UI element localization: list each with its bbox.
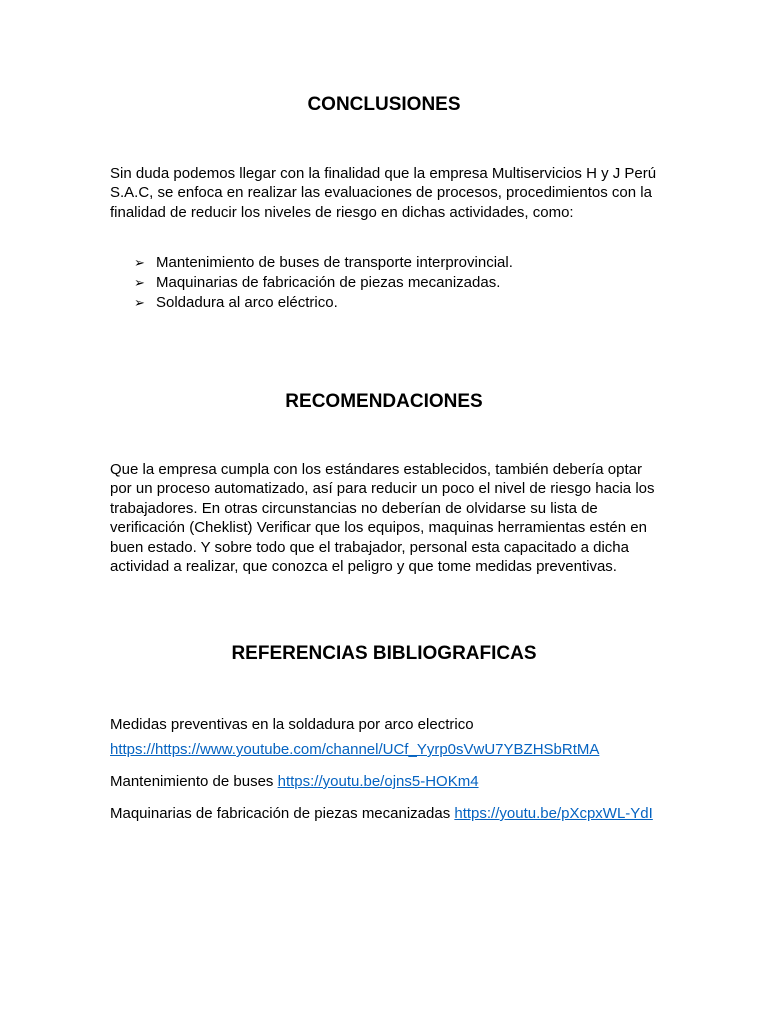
list-item-text: Maquinarias de fabricación de piezas mecanizadas. xyxy=(156,274,501,291)
reference-item xyxy=(110,772,662,791)
recomendaciones-paragraph: Que la empresa cumpla con los estándares establecidos, también debería optar por un proceso automatizado, así para reducir un poco el nivel de riesgo hacia los trabajadores. En otras circunstancias no deberían de olvidarse su lista de verificación (Cheklist) Verificar que los equipos, maquinas herramientas estén en buen estado. Y sobre todo que el trabajador, personal esta capacitado a dicha actividad a realizar, que conozca el peligro y que tome medidas preventivas. xyxy=(110,461,655,576)
list-item-text: Mantenimiento de buses de transporte interprovincial. xyxy=(156,254,513,271)
reference-link[interactable]: https://youtu.be/pXcpxWL-YdI xyxy=(454,805,653,822)
arrow-bullet-icon: ➢ xyxy=(134,255,145,270)
reference-item xyxy=(110,715,662,734)
reference-link[interactable]: https://youtu.be/ojns5-HOKm4 xyxy=(277,773,479,790)
reference-label: Maquinarias de fabricación de piezas mecanizadas xyxy=(110,805,455,822)
reference-label: Mantenimiento de buses xyxy=(110,773,278,790)
arrow-bullet-icon: ➢ xyxy=(134,275,145,290)
list-item xyxy=(110,293,662,313)
list-item xyxy=(110,273,662,293)
reference-item xyxy=(110,804,662,823)
recomendaciones-heading: RECOMENDACIONES xyxy=(285,391,483,412)
reference-item xyxy=(110,740,662,759)
reference-label: Medidas preventivas en la soldadura por arco electrico xyxy=(110,716,474,733)
list-item-text: Soldadura al arco eléctrico. xyxy=(156,294,338,311)
conclusiones-paragraph: Sin duda podemos llegar con la finalidad que la empresa Multiservicios H y J Perú S.A.C, se enfoca en realizar las evaluaciones de procesos, procedimientos con la finalidad de reducir los niveles de riesgo en dichas actividades, como: xyxy=(110,165,657,221)
conclusiones-list xyxy=(110,253,662,313)
conclusiones-heading: CONCLUSIONES xyxy=(307,94,461,115)
reference-link[interactable]: https://https://www.youtube.com/channel/UCf_Yyrp0sVwU7YBZHSbRtMA xyxy=(110,741,600,758)
referencias-heading: REFERENCIAS BIBLIOGRAFICAS xyxy=(231,643,537,664)
list-item xyxy=(110,253,662,273)
arrow-bullet-icon: ➢ xyxy=(134,295,145,310)
